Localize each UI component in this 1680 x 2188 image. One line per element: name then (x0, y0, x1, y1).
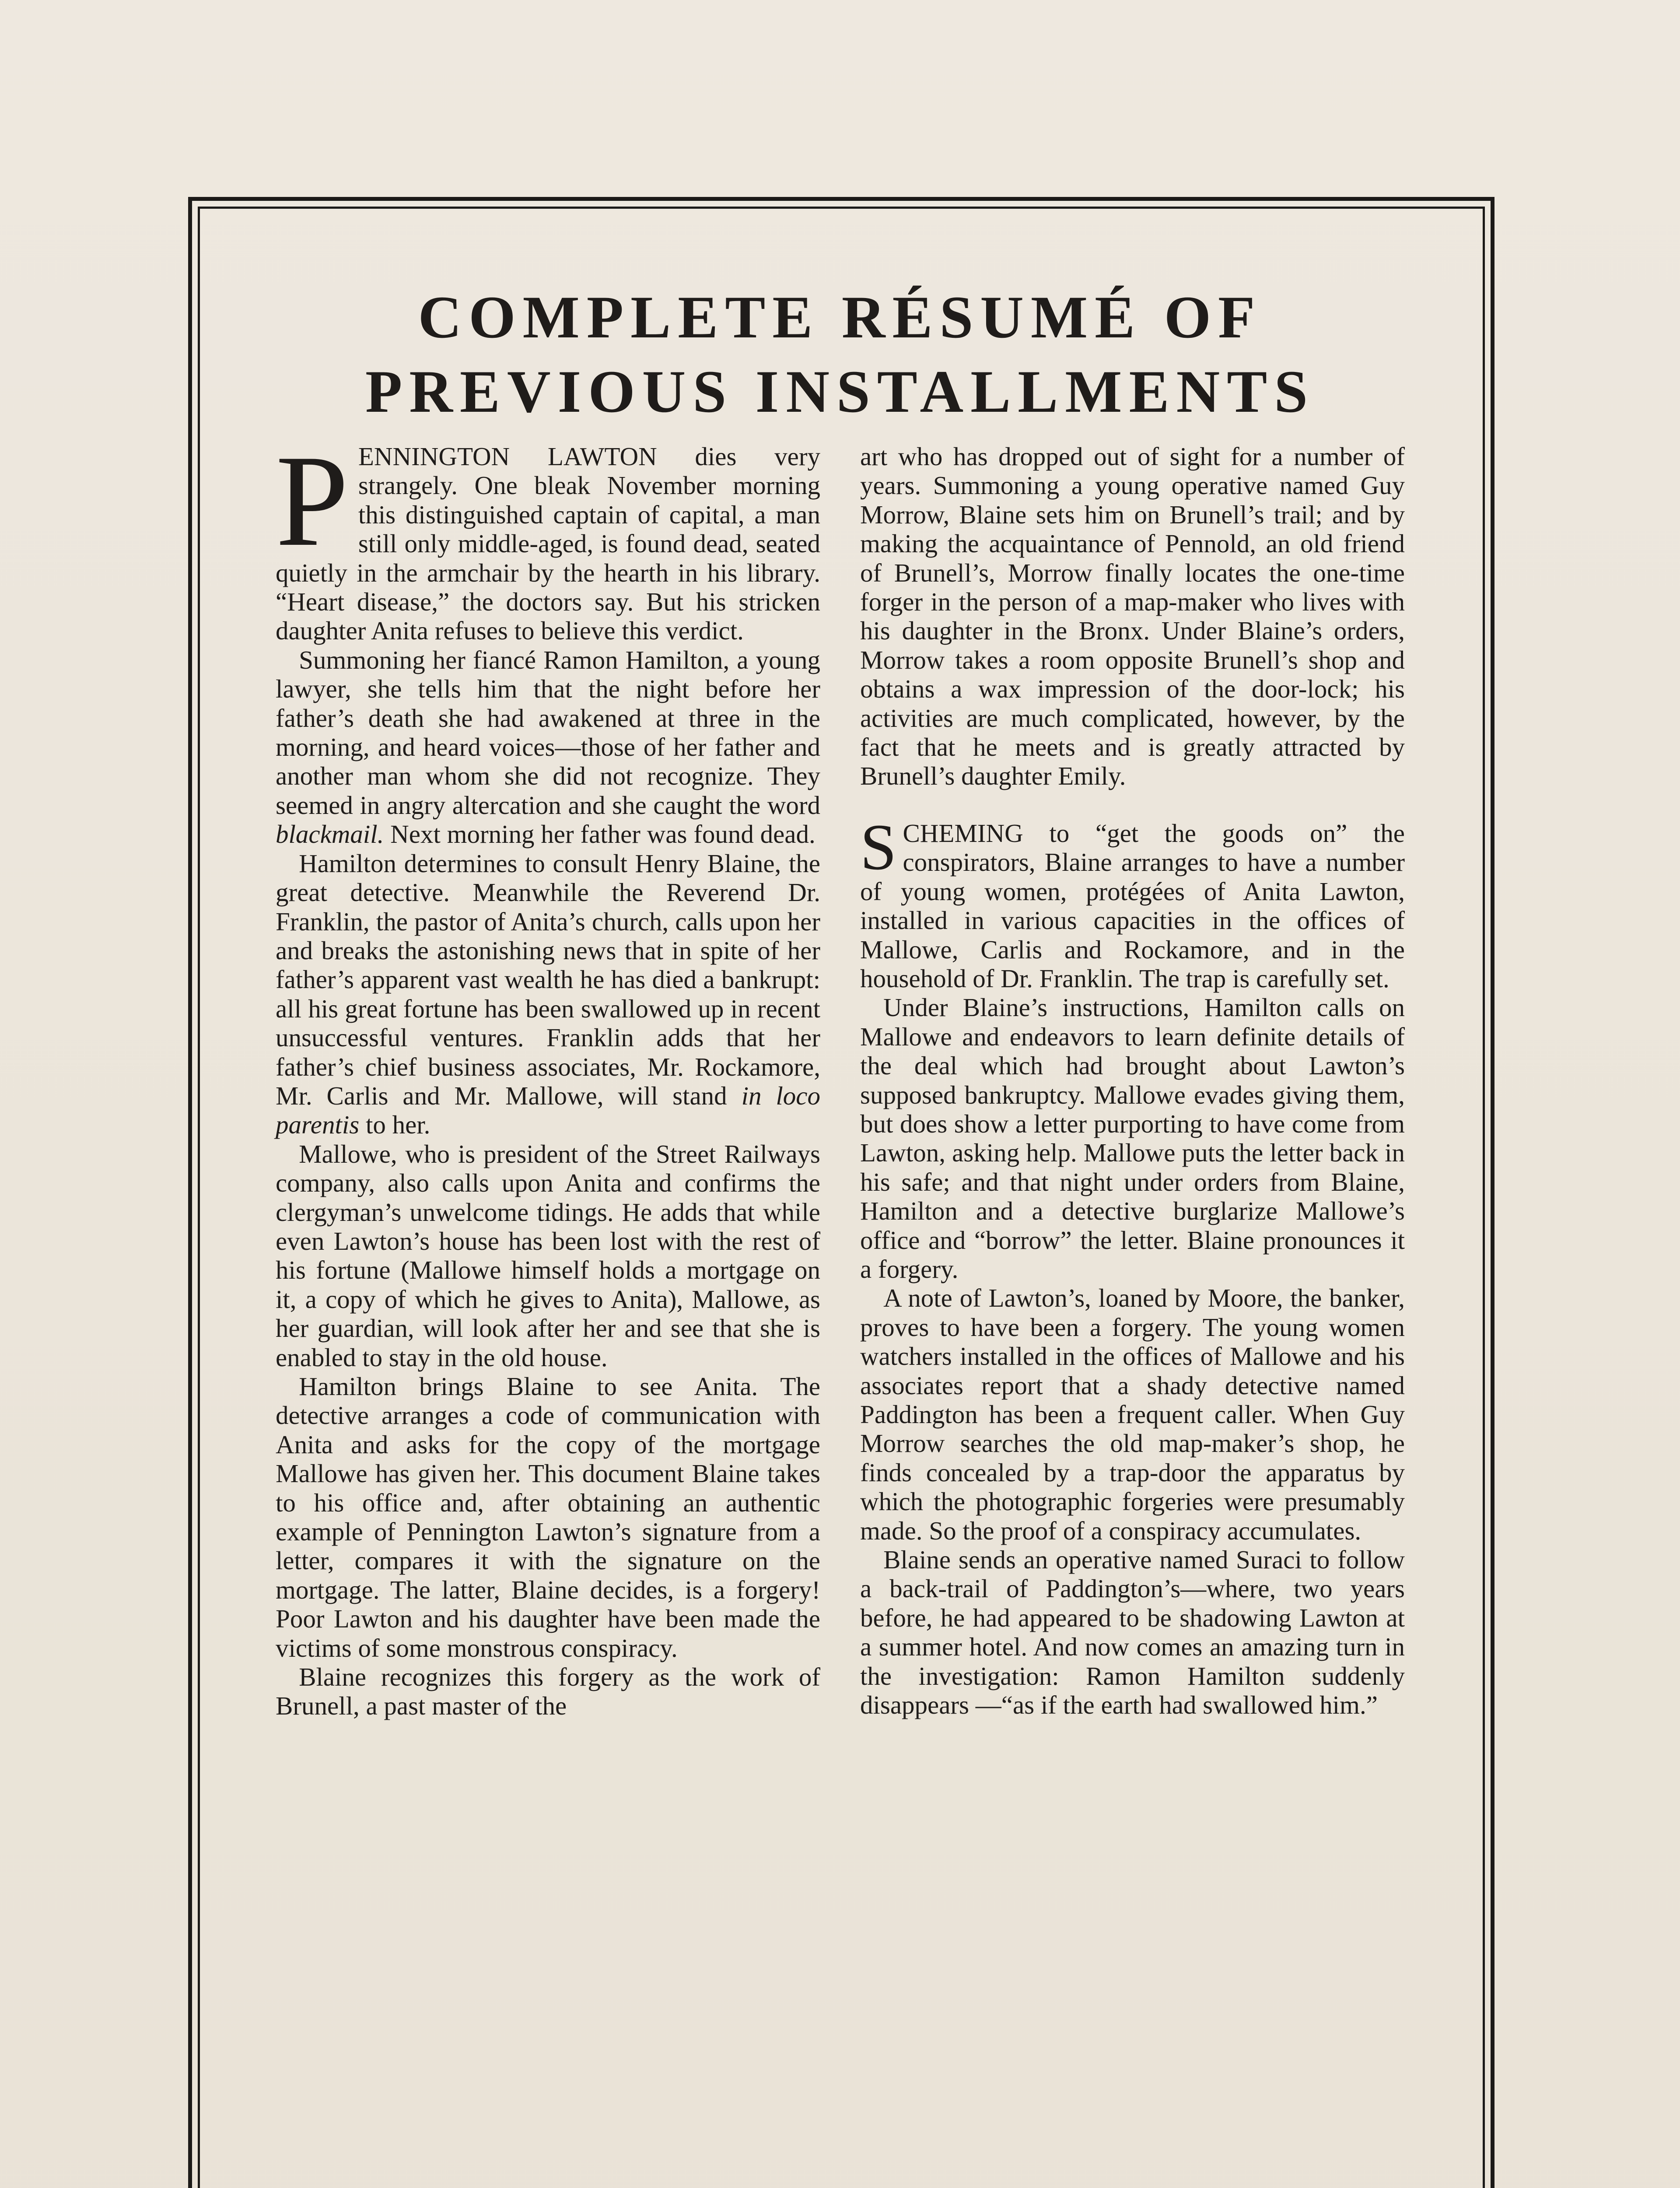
paragraph: Under Blaine’s instructions, Hamilton calls on Mallowe and endeavors to learn definite details of the deal which had brought about Lawton’s supposed bankruptcy. Mallowe evades giving them, but does show a letter purporting to have come from Lawton, asking help. Mallowe puts the letter back in his safe; and that night under orders from Blaine, Hamilton and a detective burglarize Mallowe’s office and “borrow” the letter. Blaine pronounces it a forgery. (860, 993, 1405, 1283)
drop-cap: P (276, 428, 349, 573)
paragraph-text: CHEMING to “get the goods on” the conspirators, Blaine arranges to have a number of young women, protégées of Anita Lawton, installed in various capacities in the offices of Mallowe, Carlis and Rockamore, and in the household of Dr. Franklin. The trap is carefully set. (860, 818, 1405, 993)
drop-cap: S (860, 810, 897, 884)
emphasis-text: blackmail. (276, 820, 384, 849)
paragraph: art who has dropped out of sight for a number of years. Summoning a young operative named Guy Morrow, Blaine sets him on Brunell’s trail; and by making the acquaintance of Pennold, an old friend of Brunell’s, Morrow finally locates the one-time forger in the person of a map-maker who lives with his daughter in the Bronx. Under Blaine’s orders, Morrow takes a room opposite Brunell’s shop and obtains a wax impression of the door-lock; his activities are much complicated, however, by the fact that he meets and is greatly attracted by Brunell’s daughter Emily. (860, 442, 1405, 791)
paragraph (276, 428, 820, 645)
paragraph (860, 810, 1405, 993)
paragraph: Hamilton brings Blaine to see Anita. The detective arranges a code of communication with Anita and asks for the copy of the mortgage Mallowe has given her. This document Blaine takes to his office and, after obtaining an authentic example of Pennington Lawton’s signature from a letter, compares it with the signature on the mortgage. The latter, Blaine decides, is a forgery! Poor Lawton and his daughter have been made the victims of some monstrous conspiracy. (276, 1372, 820, 1662)
page-title (245, 280, 1435, 429)
right-column (860, 442, 1405, 1719)
paragraph-text: Hamilton determines to consult Henry Blaine, the great detective. Meanwhile the Reverend Dr. Franklin, the pastor of Anita’s church, calls upon her and breaks the astonishing news that in spite of her father’s apparent vast wealth he has died a bankrupt: all his great fortune has been swallowed up in recent unsuccessful ventures. Franklin adds that her father’s chief business associates, Mr. Rockamore, Mr. Carlis and Mr. Mallowe, will stand (276, 849, 820, 1110)
paragraph-text: Next morning her father was found dead. (384, 820, 816, 849)
paragraph: A note of Lawton’s, loaned by Moore, the banker, proves to have been a forgery. The young women watchers installed in the offices of Mallowe and his associates report that a shady detective named Paddington has been a frequent caller. When Guy Morrow searches the old map-maker’s shop, he finds concealed by a trap-door the apparatus by which the photographic forgeries were presumably made. So the proof of a conspiracy accumulates. (860, 1283, 1405, 1545)
title-line-1: COMPLETE RÉSUMÉ OF (418, 284, 1262, 351)
paragraph: Blaine recognizes this forgery as the work of Brunell, a past master of the (276, 1662, 820, 1721)
paragraph-text: to her. (359, 1110, 430, 1140)
paragraph-text: Summoning her fiancé Ramon Hamilton, a young lawyer, she tells him that the night before her father’s death she had awakened at three in the morning, and heard voices—those of her father and another man whom she did not recognize. They seemed in angry altercation and she caught the word (276, 645, 820, 820)
paragraph-text: ENNINGTON LAWTON dies very strangely. One bleak November morning this distinguished captain of capital, a man still only middle-aged, is found dead, seated quietly in the armchair by the hearth in his library. “Heart disease,” the doctors say. But his stricken daughter Anita refuses to believe this verdict. (276, 442, 820, 645)
emphasis-text: in loco parentis (276, 1081, 820, 1140)
left-column (276, 428, 820, 1721)
title-line-2: PREVIOUS INSTALLMENTS (365, 358, 1315, 425)
paragraph (276, 849, 820, 1140)
paragraph (276, 645, 820, 849)
paragraph: Blaine sends an operative named Suraci to follow a back-trail of Paddington’s—where, two years before, he had appeared to be shadowing Lawton at a summer hotel. And now comes an amazing turn in the investigation: Ramon Hamilton suddenly disappears —“as if the earth had swallowed him.” (860, 1545, 1405, 1720)
paragraph: Mallowe, who is president of the Street Railways company, also calls upon Anita and confirms the clergyman’s unwelcome tidings. He adds that while even Lawton’s house has been lost with the rest of his fortune (Mallowe himself holds a mortgage on it, a copy of which he gives to Anita), Mallowe, as her guardian, will look after her and see that she is enabled to stay in the old house. (276, 1139, 820, 1372)
